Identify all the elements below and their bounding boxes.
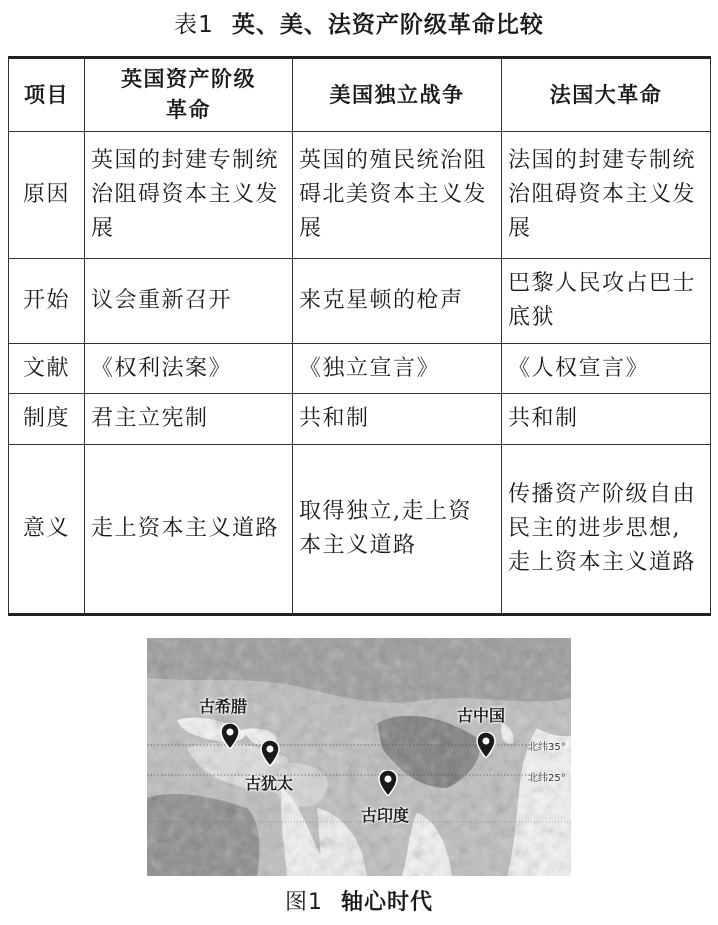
label-india: 古印度 xyxy=(361,806,410,825)
header-item: 项目 xyxy=(9,58,85,132)
table-cell: 法国的封建专制统治阻碍资本主义发展 xyxy=(502,132,711,259)
figure-number: 图1 xyxy=(284,890,323,915)
table-cell: 君主立宪制 xyxy=(85,394,293,445)
label-china: 古中国 xyxy=(457,706,506,725)
comparison-table xyxy=(8,56,711,616)
table-cell: 共和制 xyxy=(502,394,711,445)
table-cell: 《独立宣言》 xyxy=(293,344,502,394)
table-row xyxy=(9,259,711,344)
table-cell: 来克星顿的枪声 xyxy=(293,259,502,344)
figure-caption xyxy=(0,885,718,916)
label-judea: 古犹太 xyxy=(245,774,294,793)
table-cell: 《权利法案》 xyxy=(85,344,293,394)
header-america: 美国独立战争 xyxy=(293,58,502,132)
row-label: 制度 xyxy=(9,394,85,445)
axial-age-map xyxy=(147,638,571,876)
china-pin-icon xyxy=(476,732,496,758)
row-label: 原因 xyxy=(9,132,85,259)
table-cell: 巴黎人民攻占巴士底狱 xyxy=(502,259,711,344)
table-title: 英、美、法资产阶级革命比较 xyxy=(231,12,544,38)
table-header-row xyxy=(9,58,711,132)
india-pin-icon xyxy=(378,770,398,796)
header-france: 法国大革命 xyxy=(502,58,711,132)
table-cell: 议会重新召开 xyxy=(85,259,293,344)
label-greece: 古希腊 xyxy=(199,697,248,716)
table-cell: 共和制 xyxy=(293,394,502,445)
figure-title: 轴心时代 xyxy=(340,890,433,915)
table-row xyxy=(9,445,711,615)
table-cell: 走上资本主义道路 xyxy=(85,445,293,615)
table-cell: 传播资产阶级自由民主的进步思想,走上资本主义道路 xyxy=(502,445,711,615)
judea-pin-icon xyxy=(260,740,280,766)
table-caption xyxy=(0,6,718,39)
table-cell: 《人权宣言》 xyxy=(502,344,711,394)
table-row xyxy=(9,344,711,394)
label-lat-25: 北纬25° xyxy=(528,773,566,784)
table-cell: 取得独立,走上资本主义道路 xyxy=(293,445,502,615)
label-lat-35: 北纬35° xyxy=(528,742,566,753)
row-label: 文献 xyxy=(9,344,85,394)
row-label: 开始 xyxy=(9,259,85,344)
table-cell: 英国的封建专制统治阻碍资本主义发展 xyxy=(85,132,293,259)
header-england: 英国资产阶级 革命 xyxy=(85,58,293,132)
row-label: 意义 xyxy=(9,445,85,615)
map-graphic xyxy=(147,638,571,876)
table-row xyxy=(9,394,711,445)
table-row xyxy=(9,132,711,259)
table-number: 表1 xyxy=(174,12,214,38)
table-cell: 英国的殖民统治阻碍北美资本主义发展 xyxy=(293,132,502,259)
greece-pin-icon xyxy=(220,723,240,749)
